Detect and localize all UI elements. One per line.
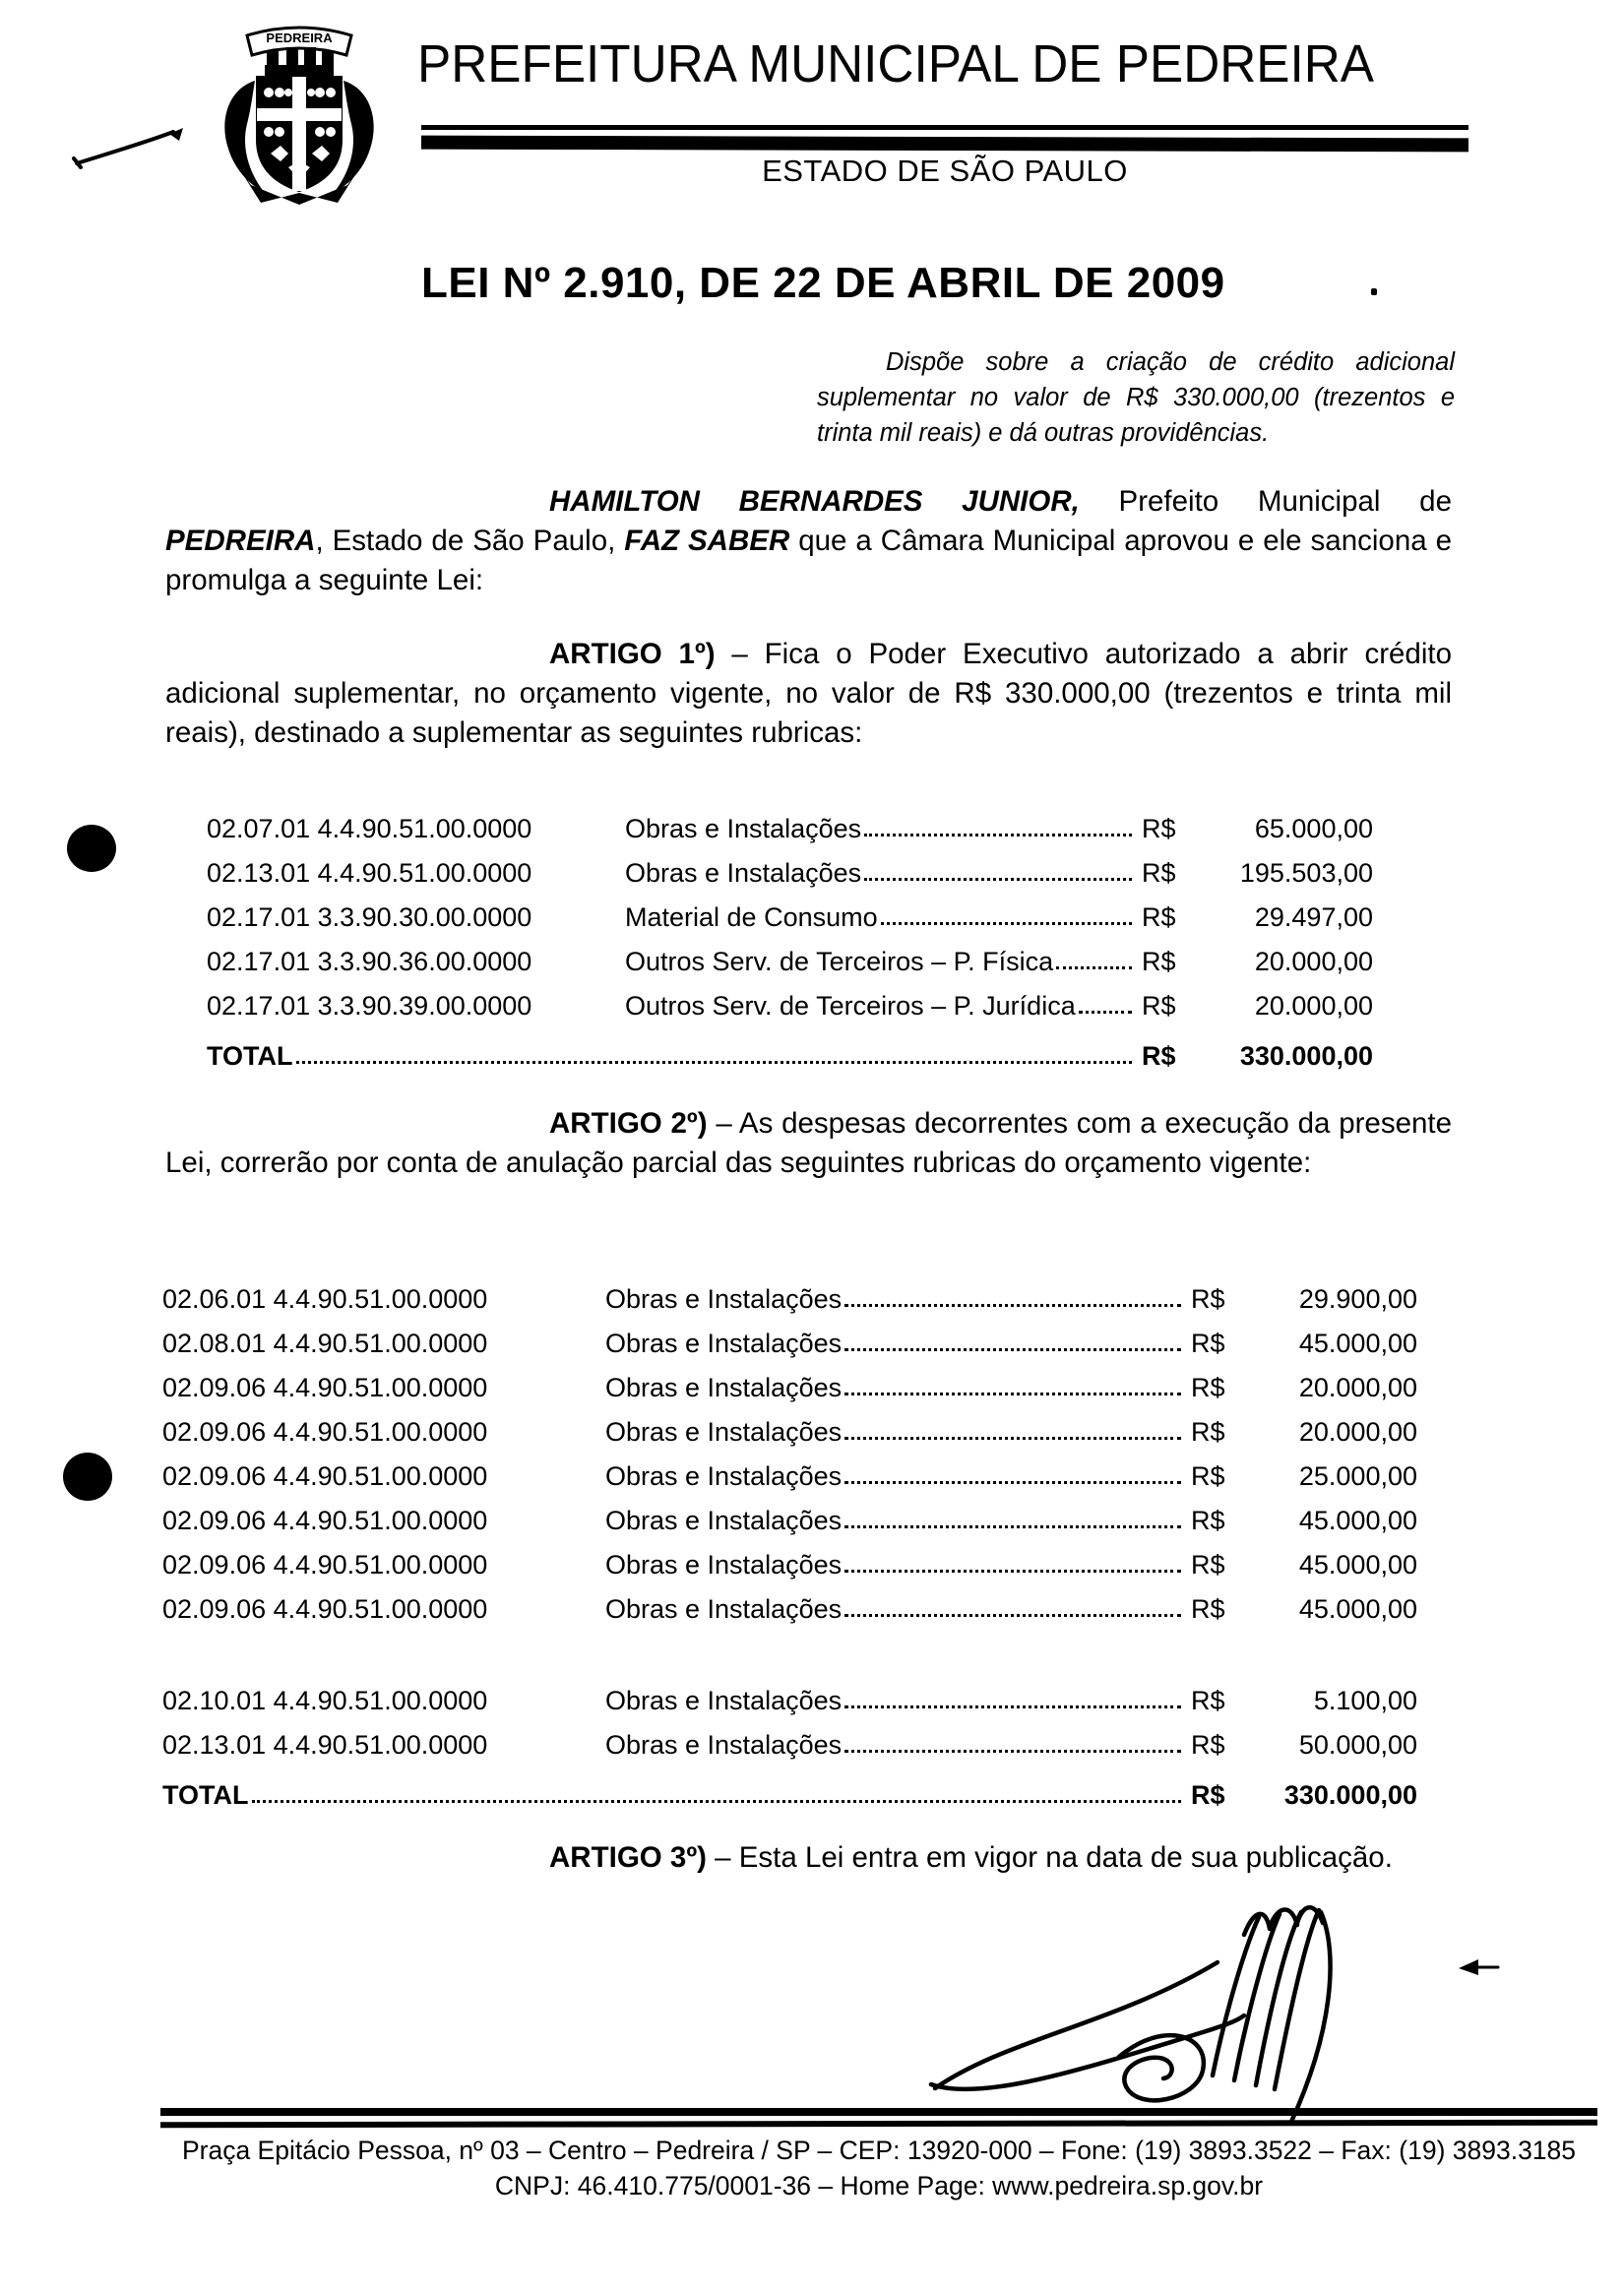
annulment-table xyxy=(162,1270,1417,1810)
handwritten-pen-mark xyxy=(69,118,199,169)
crest-banner-text: PEDREIRA xyxy=(266,31,333,45)
currency-symbol: R$ xyxy=(1191,1416,1225,1447)
currency-symbol: R$ xyxy=(1142,857,1176,888)
amount: 50.000,00 xyxy=(1298,1729,1417,1760)
currency-symbol: R$ xyxy=(1142,901,1176,932)
budget-description: Obras e Instalações xyxy=(605,1328,843,1358)
table-row xyxy=(162,1402,1417,1447)
budget-description: Obras e Instalações xyxy=(625,813,862,843)
budget-code: 02.09.06 4.4.90.51.00.0000 xyxy=(162,1460,488,1491)
budget-code: 02.08.01 4.4.90.51.00.0000 xyxy=(162,1328,488,1358)
amount: 20.000,00 xyxy=(1254,990,1373,1021)
dotted-leader xyxy=(1056,966,1132,969)
pen-arrow-mark xyxy=(1455,1954,1502,1982)
budget-code: 02.07.01 4.4.90.51.00.0000 xyxy=(207,813,532,843)
preamble-text: que a Câmara Municipal aprovou e ele sanciona e promulga a seguinte Lei: xyxy=(165,525,1453,596)
preamble-paragraph xyxy=(165,482,1452,600)
budget-code: 02.13.01 4.4.90.51.00.0000 xyxy=(162,1729,488,1760)
amount: 20.000,00 xyxy=(1298,1416,1417,1447)
article-1-text: – Fica o Poder Executivo autorizado a abrir crédito adicional suplementar, no orçamento vigente, no valor de R$ 330.000,00 (trezentos e trinta mil reais), destinado a suplementar as seguintes rubricas: xyxy=(165,638,1452,749)
amount: 29.900,00 xyxy=(1298,1283,1417,1314)
table-row xyxy=(162,1671,1417,1715)
currency-symbol: R$ xyxy=(1191,1372,1225,1402)
amount: 20.000,00 xyxy=(1298,1372,1417,1402)
table-total-row xyxy=(207,1026,1378,1071)
table-row xyxy=(207,976,1378,1021)
currency-symbol: R$ xyxy=(1142,813,1176,843)
total-amount: 330.000,00 xyxy=(1239,1040,1373,1071)
scan-punch-dot xyxy=(63,1453,112,1501)
table-gap xyxy=(162,1624,1417,1671)
dotted-leader xyxy=(844,1437,1181,1440)
dotted-leader xyxy=(844,1525,1181,1528)
amount: 20.000,00 xyxy=(1254,946,1373,976)
law-title: LEI Nº 2.910, DE 22 DE ABRIL DE 2009 xyxy=(421,259,1225,307)
table-row xyxy=(162,1535,1417,1580)
amount: 65.000,00 xyxy=(1254,813,1373,843)
currency-symbol: R$ xyxy=(1142,1040,1176,1071)
dotted-leader xyxy=(844,1705,1181,1708)
budget-code: 02.09.06 4.4.90.51.00.0000 xyxy=(162,1593,488,1624)
budget-description: Obras e Instalações xyxy=(605,1549,843,1580)
dotted-leader xyxy=(864,878,1132,881)
dotted-leader xyxy=(844,1481,1181,1484)
table-total-row xyxy=(162,1766,1417,1810)
dotted-leader xyxy=(252,1800,1182,1803)
footer-address: Praça Epitácio Pessoa, nº 03 – Centro – Pedreira / SP – CEP: 13920-000 – Fone: (19) 3893.3522 – Fax: (19) 3893.3185 xyxy=(181,2136,1577,2165)
budget-description: Obras e Instalações xyxy=(605,1593,843,1624)
table-row xyxy=(207,799,1378,843)
article-1-paragraph xyxy=(165,635,1452,753)
article-2-text: – As despesas decorrentes com a execução da presente Lei, correrão por conta de anulação parcial das seguintes rubricas do orçamento vigente: xyxy=(165,1107,1453,1179)
article-1-label: ARTIGO 1º) xyxy=(549,638,716,670)
budget-description: Obras e Instalações xyxy=(605,1416,843,1447)
table-row xyxy=(162,1314,1417,1358)
currency-symbol: R$ xyxy=(1191,1729,1225,1760)
budget-description: Obras e Instalações xyxy=(605,1372,843,1402)
dotted-leader xyxy=(296,1061,1133,1064)
total-label: TOTAL xyxy=(162,1779,249,1810)
dotted-leader xyxy=(1079,1011,1132,1014)
budget-code: 02.17.01 3.3.90.36.00.0000 xyxy=(207,946,532,976)
article-2-paragraph xyxy=(165,1104,1452,1183)
article-3-label: ARTIGO 3º) xyxy=(549,1841,707,1874)
total-label: TOTAL xyxy=(207,1040,293,1071)
budget-code: 02.09.06 4.4.90.51.00.0000 xyxy=(162,1505,488,1535)
dotted-leader xyxy=(844,1348,1181,1351)
amount: 195.503,00 xyxy=(1239,857,1373,888)
table-row xyxy=(162,1491,1417,1535)
preamble-text: , Estado de São Paulo, xyxy=(315,525,625,557)
table-row xyxy=(207,932,1378,976)
amount: 45.000,00 xyxy=(1298,1549,1417,1580)
table-row xyxy=(162,1580,1417,1624)
article-2-label: ARTIGO 2º) xyxy=(549,1107,708,1140)
amount: 5.100,00 xyxy=(1313,1685,1417,1715)
currency-symbol: R$ xyxy=(1191,1593,1225,1624)
table-row xyxy=(162,1715,1417,1760)
faz-saber: FAZ SABER xyxy=(624,525,790,557)
table-row xyxy=(162,1447,1417,1491)
amount: 45.000,00 xyxy=(1298,1328,1417,1358)
budget-description: Material de Consumo xyxy=(625,901,878,932)
city-name: PEDREIRA xyxy=(165,525,316,557)
currency-symbol: R$ xyxy=(1191,1505,1225,1535)
table-row xyxy=(207,888,1378,932)
budget-description: Obras e Instalações xyxy=(605,1729,843,1760)
table-row xyxy=(162,1270,1417,1314)
currency-symbol: R$ xyxy=(1191,1779,1225,1810)
budget-code: 02.06.01 4.4.90.51.00.0000 xyxy=(162,1283,488,1314)
dotted-leader xyxy=(881,922,1132,925)
dotted-leader xyxy=(844,1750,1181,1753)
currency-symbol: R$ xyxy=(1142,946,1176,976)
pedreira-coat-of-arms xyxy=(210,20,389,213)
budget-code: 02.17.01 3.3.90.39.00.0000 xyxy=(207,990,532,1021)
budget-description: Outros Serv. de Terceiros – P. Física xyxy=(625,946,1054,976)
budget-code: 02.09.06 4.4.90.51.00.0000 xyxy=(162,1372,488,1402)
footer-double-rule xyxy=(160,2108,1597,2127)
budget-description: Outros Serv. de Terceiros – P. Jurídica xyxy=(625,990,1076,1021)
budget-description: Obras e Instalações xyxy=(605,1460,843,1491)
currency-symbol: R$ xyxy=(1191,1328,1225,1358)
mayor-signature xyxy=(917,1891,1365,2126)
mayor-name: HAMILTON BERNARDES JUNIOR, xyxy=(549,485,1080,518)
article-3-paragraph xyxy=(165,1838,1415,1878)
amount: 25.000,00 xyxy=(1298,1460,1417,1491)
amount: 29.497,00 xyxy=(1254,901,1373,932)
budget-code: 02.09.06 4.4.90.51.00.0000 xyxy=(162,1549,488,1580)
table-row xyxy=(207,843,1378,888)
scan-artifact-dot xyxy=(1371,288,1377,295)
dotted-leader xyxy=(844,1570,1181,1573)
currency-symbol: R$ xyxy=(1191,1460,1225,1491)
currency-symbol: R$ xyxy=(1142,990,1176,1021)
amount: 45.000,00 xyxy=(1298,1593,1417,1624)
currency-symbol: R$ xyxy=(1191,1283,1225,1314)
budget-code: 02.10.01 4.4.90.51.00.0000 xyxy=(162,1685,488,1715)
dotted-leader xyxy=(844,1614,1181,1617)
budget-description: Obras e Instalações xyxy=(625,857,862,888)
state-line: ESTADO DE SÃO PAULO xyxy=(762,154,1128,188)
amount: 45.000,00 xyxy=(1298,1505,1417,1535)
header-double-rule xyxy=(421,125,1468,151)
budget-code: 02.09.06 4.4.90.51.00.0000 xyxy=(162,1416,488,1447)
law-summary: Dispõe sobre a criação de crédito adicional suplementar no valor de R$ 330.000,00 (trezentos e trinta mil reais) e dá outras providências. xyxy=(817,348,1455,447)
preamble-text: Prefeito Municipal de xyxy=(1079,485,1452,518)
budget-code: 02.17.01 3.3.90.30.00.0000 xyxy=(207,901,532,932)
currency-symbol: R$ xyxy=(1191,1685,1225,1715)
dotted-leader xyxy=(864,834,1132,837)
dotted-leader xyxy=(844,1393,1181,1395)
supplement-table xyxy=(207,799,1378,1071)
budget-code: 02.13.01 4.4.90.51.00.0000 xyxy=(207,857,532,888)
table-row xyxy=(162,1358,1417,1402)
scan-punch-dot xyxy=(67,825,116,872)
org-name: PREFEITURA MUNICIPAL DE PEDREIRA xyxy=(417,34,1375,93)
budget-description: Obras e Instalações xyxy=(605,1283,843,1314)
currency-symbol: R$ xyxy=(1191,1549,1225,1580)
footer-cnpj: CNPJ: 46.410.775/0001-36 – Home Page: www.pedreira.sp.gov.br xyxy=(494,2171,1264,2200)
budget-description: Obras e Instalações xyxy=(605,1685,843,1715)
budget-description: Obras e Instalações xyxy=(605,1505,843,1535)
dotted-leader xyxy=(844,1304,1181,1307)
total-amount: 330.000,00 xyxy=(1283,1779,1417,1810)
article-3-text: – Esta Lei entra em vigor na data de sua publicação. xyxy=(706,1841,1393,1874)
